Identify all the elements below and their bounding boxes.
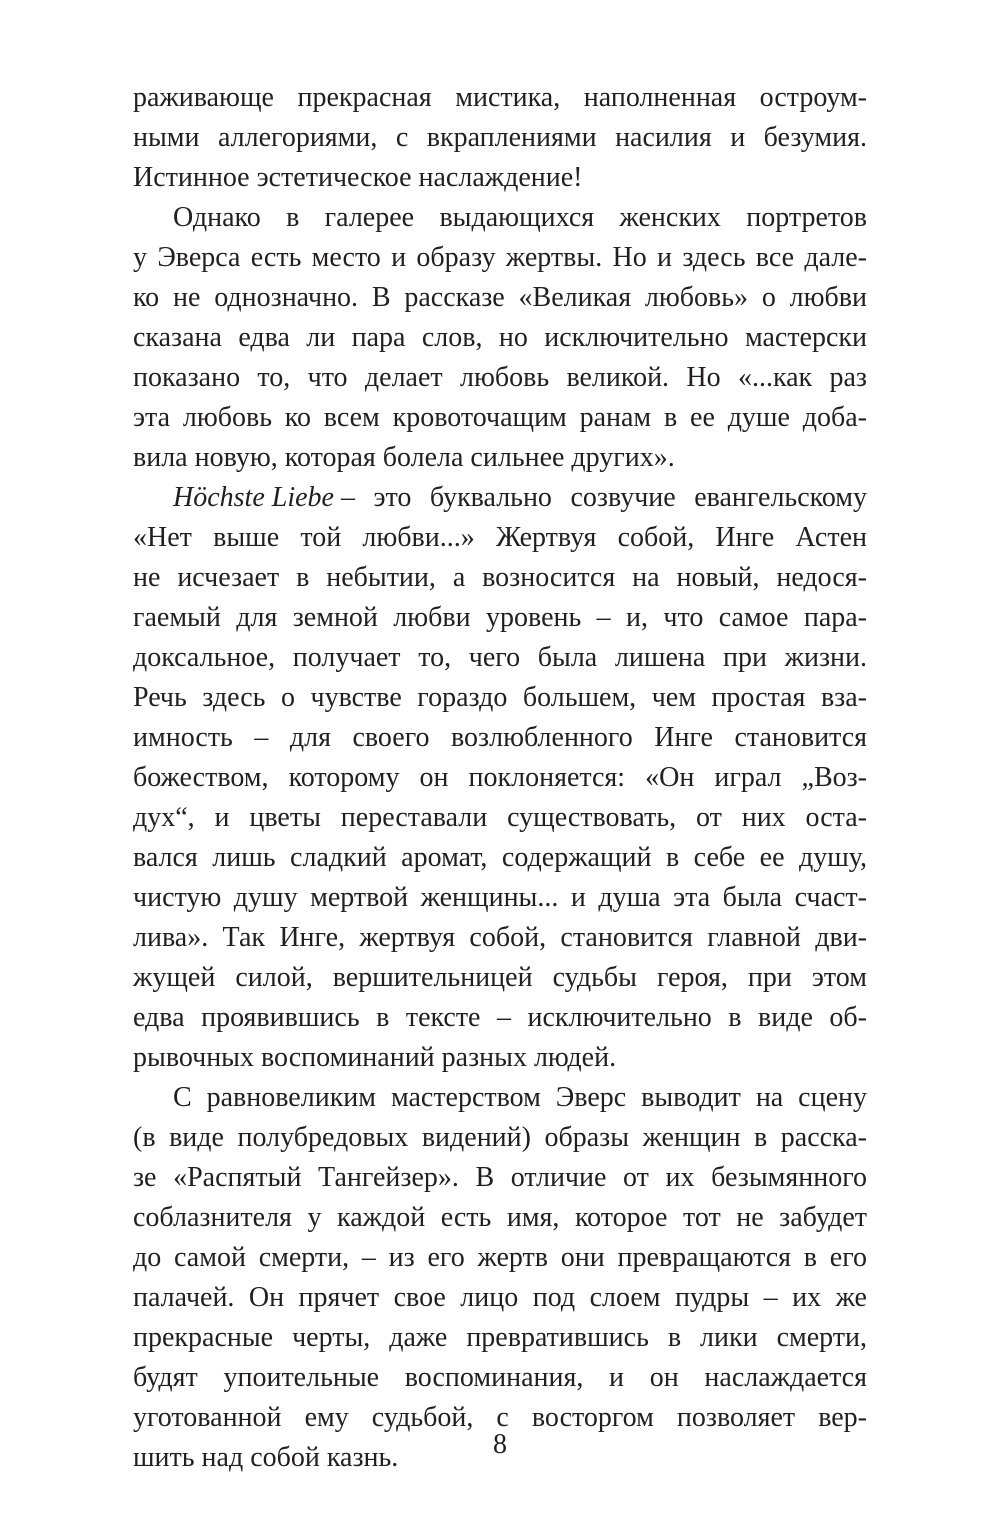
paragraph-1 (133, 78, 867, 198)
text-line: лива». Так Инге, жертвуя собой, становится главной дви- (133, 922, 867, 953)
text-line: вила новую, которая болела сильнее других». (133, 442, 675, 473)
text-line: «Нет выше той любви...» Жертвуя собой, Инге Астен (133, 522, 867, 553)
text-line: дух“, и цветы переставали существовать, от них оста- (133, 802, 867, 833)
italic-title: Höchste Liebe (173, 482, 334, 513)
text-line: соблазнителя у каждой есть имя, которое тот не забудет (133, 1202, 867, 1233)
text-line: шить над собой казнь. (133, 1442, 399, 1473)
text-line: едва проявившись в тексте – исключительно в виде об- (133, 1002, 867, 1033)
text-line: С равновеликим мастерством Эверс выводит на сцену (173, 1082, 867, 1113)
text-line: чистую душу мертвой женщины... и душа эта была счаст- (133, 882, 867, 913)
text-line: показано то, что делает любовь великой. Но «...как раз (133, 362, 867, 393)
text-line: раживающе прекрасная мистика, наполненная остроум- (133, 82, 867, 113)
text-line: божеством, которому он поклоняется: «Он играл „Воз- (133, 762, 867, 793)
text-line: рывочных воспоминаний разных людей. (133, 1042, 617, 1073)
text-line: гаемый для земной любви уровень – и, что самое пара- (133, 602, 867, 633)
text-line: зе «Распятый Тангейзер». В отличие от их безымянного (133, 1162, 867, 1193)
text-line: Истинное эстетическое наслаждение! (133, 162, 583, 193)
text-line: не исчезает в небытии, а возносится на новый, недося- (133, 562, 867, 593)
text-line: до самой смерти, – из его жертв они превращаются в его (133, 1242, 867, 1273)
text-line: уготованной ему судьбой, с восторгом позволяет вер- (133, 1402, 867, 1433)
text-line: ко не однозначно. В рассказе «Великая любовь» о любви (133, 282, 867, 313)
text-line: эта любовь ко всем кровоточащим ранам в ее душе доба- (133, 402, 867, 433)
text-line-row (133, 478, 867, 518)
paragraph-2 (133, 198, 867, 478)
text-line: прекрасные черты, даже превратившись в лики смерти, (133, 1322, 867, 1353)
paragraph-4 (133, 1078, 867, 1478)
text-line: (в виде полубредовых видений) образы женщин в расска- (133, 1122, 867, 1153)
text-line: имность – для своего возлюбленного Инге становится (133, 722, 867, 753)
text-line: сказана едва ли пара слов, но исключительно мастерски (133, 322, 867, 353)
text-line: Однако в галерее выдающихся женских портретов (173, 202, 867, 233)
text-line: будят упоительные воспоминания, и он наслаждается (133, 1362, 867, 1393)
paragraph-3 (133, 478, 867, 1078)
text-fragment: – это буквально созвучие евангельскому (340, 482, 867, 513)
text-line: ными аллегориями, с вкраплениями насилия и безумия. (133, 122, 867, 153)
text-line: Речь здесь о чувстве гораздо большем, чем простая вза- (133, 682, 867, 713)
page-body (133, 78, 867, 1478)
text-line: палачей. Он прячет свое лицо под слоем пудры – их же (133, 1282, 867, 1313)
page-number: 8 (493, 1429, 507, 1460)
text-line: вался лишь сладкий аромат, содержащий в себе ее душу, (133, 842, 867, 873)
text-line: у Эверса есть место и образу жертвы. Но и здесь все дале- (133, 242, 867, 273)
text-line: жущей силой, вершительницей судьбы героя, при этом (133, 962, 867, 993)
text-line: доксальное, получает то, чего была лишена при жизни. (133, 642, 867, 673)
